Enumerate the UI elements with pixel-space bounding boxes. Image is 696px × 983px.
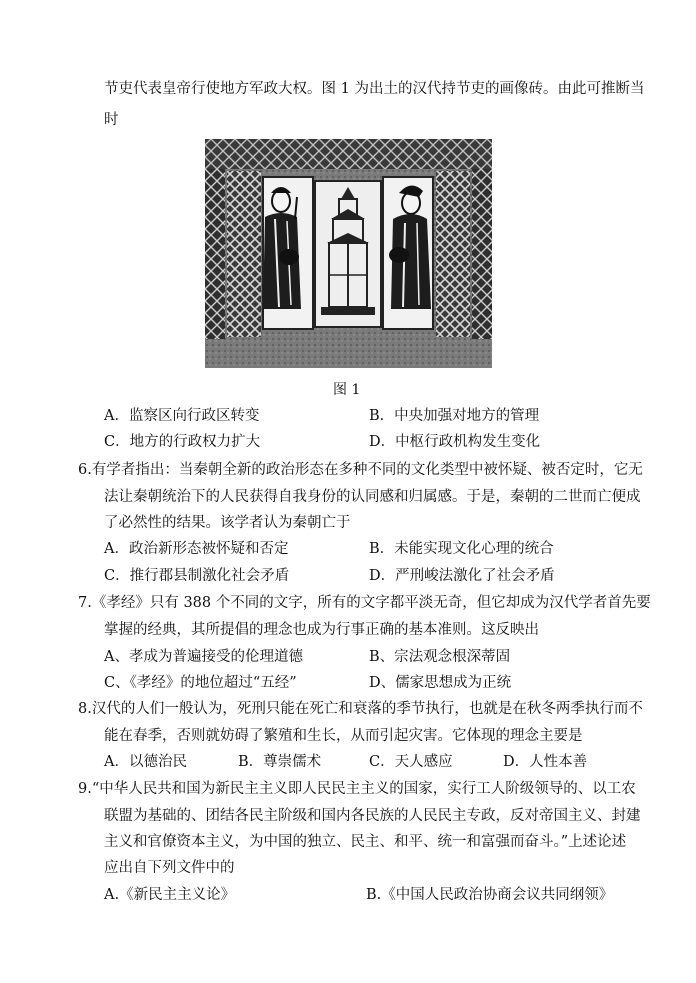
q8-option-b: B．尊崇儒术 bbox=[238, 754, 322, 770]
q7-option-c: C、《孝经》的地位超过“五经” bbox=[104, 675, 297, 691]
han-brick-relief-image bbox=[205, 139, 492, 368]
q6-option-a: A．政治新形态被怀疑和否定 bbox=[104, 541, 289, 557]
q6-option-b: B．未能实现文化心理的统合 bbox=[369, 541, 554, 557]
q7-option-a: A、孝成为普遍接受的伦理道德 bbox=[104, 649, 303, 665]
q5-option-a: A．监察区向行政区转变 bbox=[104, 408, 260, 424]
q7-stem-line-1: 7.《孝经》只有 388 个不同的文字，所有的文字都平淡无奇，但它却成为汉代学者首先要 bbox=[78, 595, 651, 611]
q8-stem-line-1: 8.汉代的人们一般认为，死刑只能在死亡和衰落的季节执行，也就是在秋冬两季执行而不 bbox=[78, 701, 643, 717]
intro-line-1: 节吏代表皇帝行使地方军政大权。图 1 为出土的汉代持节吏的画像砖。由此可推断当 bbox=[104, 81, 645, 97]
q9-option-b: B.《中国人民政治协商会议共同纲领》 bbox=[366, 887, 614, 903]
q5-option-b: B．中央加强对地方的管理 bbox=[369, 408, 540, 424]
figure-caption: 图 1 bbox=[333, 382, 361, 398]
q8-option-a: A．以德治民 bbox=[104, 754, 187, 770]
q6-stem-line-2: 法让秦朝统治下的人民获得自我身份的认同感和归属感。于是，秦朝的二世而亡便成 bbox=[104, 489, 641, 505]
q5-option-c: C．地方的行政权力扩大 bbox=[104, 434, 261, 450]
intro-line-2: 时 bbox=[104, 112, 119, 128]
q9-stem-line-1: 9.“中华人民共和国为新民主主义即人民民主主义的国家，实行工人阶级领导的、以工农 bbox=[78, 781, 636, 797]
q9-stem-line-3: 主义和官僚资本主义，为中国的独立、民主、和平、统一和富强而奋斗。”上述论述 bbox=[104, 834, 627, 850]
q6-option-d: D．严刑峻法激化了社会矛盾 bbox=[369, 568, 555, 584]
q7-option-b: B、宗法观念根深蒂固 bbox=[369, 649, 511, 665]
q7-stem-line-2: 掌握的经典，其所提倡的理念也成为行事正确的基本准则。这反映出 bbox=[104, 622, 539, 638]
q6-option-c: C．推行郡县制激化社会矛盾 bbox=[104, 568, 290, 584]
q5-option-d: D．中枢行政机构发生变化 bbox=[369, 434, 541, 450]
q6-stem-line-1: 6.有学者指出：当秦朝全新的政治形态在多种不同的文化类型中被怀疑、被否定时，它无 bbox=[78, 462, 643, 478]
q8-option-c: C．天人感应 bbox=[369, 754, 453, 770]
q6-stem-line-3: 了必然性的结果。该学者认为秦朝亡于 bbox=[104, 515, 351, 531]
q9-stem-line-2: 联盟为基础的、团结各民主阶级和国内各民族的人民民主专政，反对帝国主义、封建 bbox=[104, 808, 641, 824]
q9-option-a: A.《新民主主义论》 bbox=[104, 887, 236, 903]
brick-relief-illustration bbox=[205, 139, 492, 368]
q7-option-d: D、儒家思想成为正统 bbox=[369, 675, 512, 691]
q8-stem-line-2: 能在春季，否则就妨碍了繁殖和生长，从而引起灾害。它体现的理念主要是 bbox=[104, 728, 583, 744]
q9-stem-line-4: 应出自下列文件中的 bbox=[104, 860, 235, 876]
q8-option-d: D．人性本善 bbox=[503, 754, 588, 770]
